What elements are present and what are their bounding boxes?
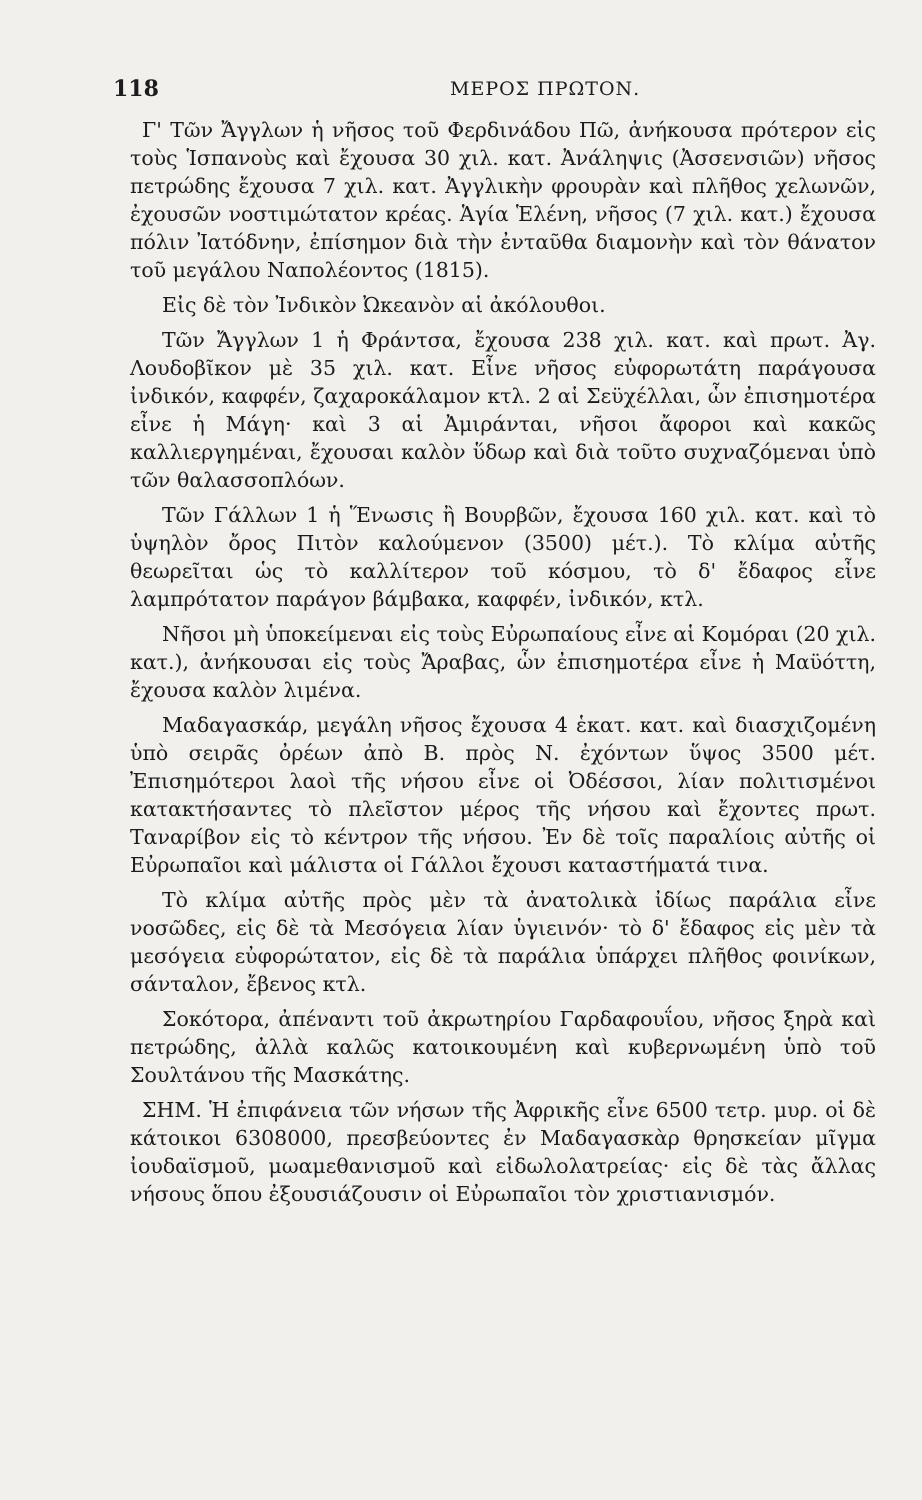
paragraph-french-islands: Τῶν Γάλλων 1 ἡ Ἕνωσις ἢ Βουρβῶν, ἔχουσα 160 χιλ. κατ. καὶ τὸ ὑψηλὸν ὄρος Πιτὸν καλούμενον (3500) μέτ.). Τὸ κλίμα αὐτῆς θεωρεῖται ὡς τὸ καλλίτερον τοῦ κόσμου, τὸ δ' ἔδαφος εἶνε λαμπρότατον παράγον βάμβακα, καφφέν, ἰνδικόν, κτλ. — [130, 503, 876, 611]
paragraph-madagascar: Μαδαγασκάρ, μεγάλη νῆσος ἔχουσα 4 ἑκατ. κατ. καὶ διασχιζομένη ὑπὸ σειρᾶς ὀρέων ἀπὸ Β. πρὸς Ν. ἐχόντων ὕψος 3500 μέτ. Ἐπισημότεροι λαοὶ τῆς νήσου εἶνε οἱ Ὀδέσσοι, λίαν πολιτισμένοι κατακτήσαντες τὸ πλεῖστον μέρος τῆς νήσου καὶ ἔχοντες πρωτ. Ταναρίβον εἰς τὸ κέντρον τῆς νήσου. Ἐν δὲ τοῖς παραλίοις αὐτῆς οἱ Εὐρωπαῖοι καὶ μάλιστα οἱ Γάλλοι ἔχουσι καταστήματά τινα. — [130, 713, 876, 877]
paragraph-english-islands: Τῶν Ἄγγλων 1 ἡ Φράντσα, ἔχουσα 238 χιλ. κατ. καὶ πρωτ. Ἀγ. Λουδοβῖκον μὲ 35 χιλ. κατ. Εἶνε νῆσος εὐφορωτάτη παράγουσα ἰνδικόν, καφφέν, ζαχαροκάλαμον κτλ. 2 αἱ Σεϋχέλλαι, ὧν ἐπισημοτέρα εἶνε ἡ Μάγη· καὶ 3 αἱ Ἀμιράνται, νῆσοι ἄφοροι καὶ κακῶς καλλιεργημέναι, ἔχουσαι καλὸν ὕδωρ καὶ διὰ τοῦτο συχναζόμεναι ὑπὸ τῶν θαλασσοπλόων. — [130, 328, 876, 492]
paragraph-comoros: Νῆσοι μὴ ὑποκείμεναι εἰς τοὺς Εὐρωπαίους εἶνε αἱ Κομόραι (20 χιλ. κατ.), ἀνήκουσαι εἰς τοὺς Ἄραβας, ὧν ἐπισημοτέρα εἶνε ἡ Μαϋόττη, ἔχουσα καλὸν λιμένα. — [130, 622, 876, 702]
paragraph-islands-atlantic: Γ' Τῶν Ἄγγλων ἡ νῆσος τοῦ Φερδινάδου Πῶ, ἀνήκουσα πρότερον εἰς τοὺς Ἱσπανοὺς καὶ ἔχουσα 30 χιλ. κατ. Ἀνάληψις (Ἀσσενσιῶν) νῆσος πετρώδης ἔχουσα 7 χιλ. κατ. Ἀγγλικὴν φρουρὰν καὶ πλῆθος χελωνῶν, ἐχουσῶν νοστιμώτατον κρέας. Ἁγία Ἑλένη, νῆσος (7 χιλ. κατ.) ἔχουσα πόλιν Ἰατόδνην, ἐπίσημον διὰ τὴν ἐνταῦθα διαμονὴν καὶ τὸν θάνατον τοῦ μεγάλου Ναπολέοντος (1815). — [130, 118, 876, 282]
page-header — [0, 68, 922, 108]
paragraph-socotra: Σοκότορα, ἀπέναντι τοῦ ἀκρωτηρίου Γαρδαφουΐου, νῆσος ξηρὰ καὶ πετρώδης, ἀλλὰ καλῶς κατοικουμένη καὶ κυβερνωμένη ὑπὸ τοῦ Σουλτάνου τῆς Μασκάτης. — [130, 1007, 876, 1087]
running-head: ΜΕΡΟΣ ΠΡΩΤΟΝ. — [450, 78, 641, 100]
body-text — [130, 116, 876, 1215]
paragraph-indian-ocean-intro: Εἰς δὲ τὸν Ἰνδικὸν Ὠκεανὸν αἱ ἀκόλουθοι. — [162, 293, 606, 317]
paragraph-note: ΣΗΜ. Ἡ ἐπιφάνεια τῶν νήσων τῆς Ἀφρικῆς εἶνε 6500 τετρ. μυρ. οἱ δὲ κάτοικοι 6308000, πρεσβεύοντες ἐν Μαδαγασκὰρ θρησκείαν μῖγμα ἰουδαϊσμοῦ, μωαμεθανισμοῦ καὶ εἰδωλολατρείας· εἰς δὲ τὰς ἄλλας νήσους ὅπου ἐξουσιάζουσιν οἱ Εὐρωπαῖοι τὸν χριστιανισμόν. — [130, 1098, 876, 1206]
paragraph-madagascar-climate: Τὸ κλίμα αὐτῆς πρὸς μὲν τὰ ἀνατολικὰ ἰδίως παράλια εἶνε νοσῶδες, εἰς δὲ τὰ Μεσόγεια λίαν ὑγιεινόν· τὸ δ' ἔδαφος εἰς μὲν τὰ μεσόγεια εὐφορώτατον, εἰς δὲ τὰ παράλια ὑπάρχει πλῆθος φοινίκων, σάνταλον, ἔβενος κτλ. — [130, 888, 876, 996]
page-number: 118 — [113, 76, 159, 102]
